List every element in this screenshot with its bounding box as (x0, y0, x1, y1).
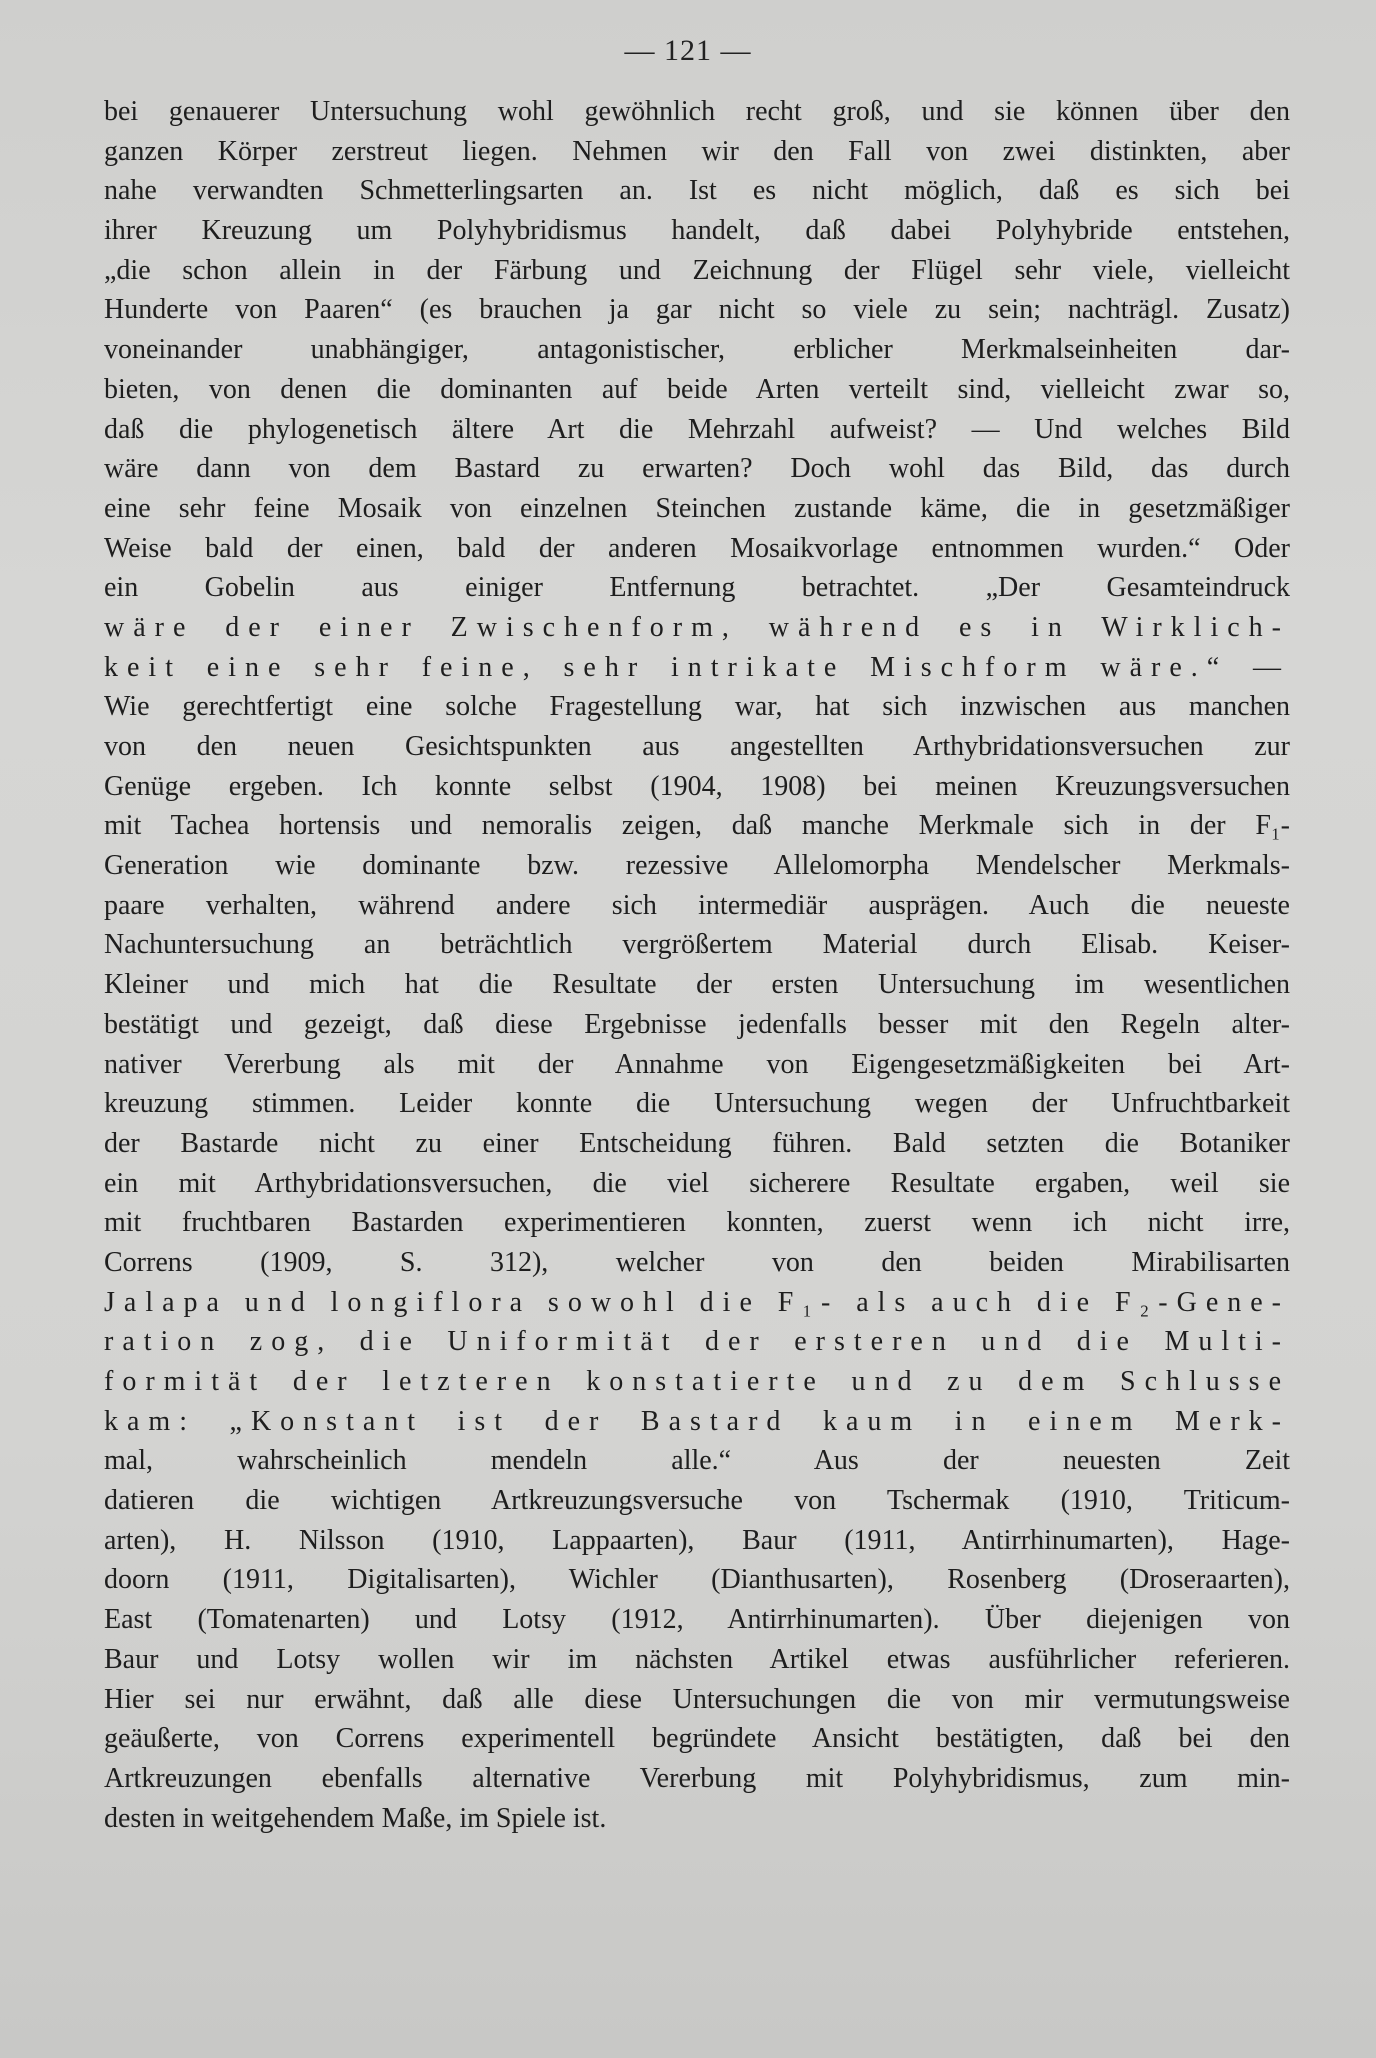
text-line-4: ihrer Kreuzung um Polyhybridismus handelt, daß dabei Polyhybride entstehen, (104, 215, 1290, 247)
text-line-21: paare verhalten, während andere sich intermediär ausprägen. Auch die neueste (104, 889, 1290, 921)
text-line-7: voneinander unabhängiger, antagonistischer, erblicher Merkmalseinheiten dar- (104, 334, 1290, 366)
text-line-3: nahe verwandten Schmetterlingsarten an. Ist es nicht möglich, daß es sich bei (104, 175, 1290, 207)
text-line-22: Nachuntersuchung an beträchtlich vergrößertem Material durch Elisab. Keiser- (104, 929, 1290, 961)
text-line-31: Jalapa und longiflora sowohl die F₁- als auch die F₂-Gene- (104, 1286, 1290, 1318)
text-line-6: Hunderte von Paaren“ (es brauchen ja gar nicht so viele zu sein; nachträgl. Zusatz) (104, 294, 1290, 326)
text-line-32: ration zog, die Uniformität der ersteren und die Multi- (104, 1326, 1290, 1358)
text-line-17: von den neuen Gesichtspunkten aus angestellten Arthybridationsversuchen zur (104, 731, 1290, 762)
text-line-19: mit Tachea hortensis und nemoralis zeigen, daß manche Merkmale sich in der F₁- (104, 810, 1290, 842)
text-line-10: wäre dann von dem Bastard zu erwarten? Doch wohl das Bild, das durch (104, 453, 1290, 485)
page-number: — 121 — (624, 34, 752, 67)
body-paragraph (104, 92, 1290, 1838)
text-line-27: der Bastarde nicht zu einer Entscheidung führen. Bald setzten die Botaniker (104, 1127, 1290, 1159)
text-line-24: bestätigt und gezeigt, daß diese Ergebnisse jedenfalls besser mit den Regeln alter- (104, 1008, 1290, 1040)
text-line-30: Correns (1909, S. 312), welcher von den beiden Mirabilisarten (104, 1246, 1290, 1278)
text-line-44: desten in weitgehendem Maße, im Spiele ist. (104, 1802, 607, 1834)
text-line-35: mal, wahrscheinlich mendeln alle.“ Aus der neuesten Zeit (104, 1445, 1290, 1477)
text-line-13: ein Gobelin aus einiger Entfernung betrachtet. „Der Gesamteindruck (104, 572, 1290, 604)
text-line-37: arten), H. Nilsson (1910, Lappaarten), Baur (1911, Antirrhinumarten), Hage- (104, 1524, 1290, 1556)
text-line-39: East (Tomatenarten) und Lotsy (1912, Antirrhinumarten). Über diejenigen von (104, 1604, 1290, 1636)
text-line-14: wäre der einer Zwischenform, während es in Wirklich- (104, 611, 1290, 643)
text-line-28: ein mit Arthybridationsversuchen, die viel sicherere Resultate ergaben, weil sie (104, 1167, 1290, 1199)
text-line-11: eine sehr feine Mosaik von einzelnen Steinchen zustande käme, die in gesetzmäßiger (104, 492, 1290, 524)
text-line-36: datieren die wichtigen Artkreuzungsversuche von Tschermak (1910, Triticum- (104, 1485, 1290, 1517)
text-line-23: Kleiner und mich hat die Resultate der ersten Untersuchung im wesentlichen (104, 969, 1290, 1001)
text-line-12: Weise bald der einen, bald der anderen Mosaikvorlage entnommen wurden.“ Oder (104, 532, 1290, 564)
text-line-26: kreuzung stimmen. Leider konnte die Untersuchung wegen der Unfruchtbarkeit (104, 1088, 1290, 1120)
text-line-38: doorn (1911, Digitalisarten), Wichler (Dianthusarten), Rosenberg (Droseraarten), (104, 1564, 1290, 1596)
text-line-1: bei genauerer Untersuchung wohl gewöhnlich recht groß, und sie können über den (104, 96, 1290, 127)
text-line-5: „die schon allein in der Färbung und Zeichnung der Flügel sehr viele, vielleicht (104, 254, 1290, 286)
text-line-25: nativer Vererbung als mit der Annahme von Eigengesetzmäßigkeiten bei Art- (104, 1048, 1290, 1080)
text-line-15: keit eine sehr feine, sehr intrikate Mischform wäre.“ — (104, 651, 1290, 683)
text-line-40: Baur und Lotsy wollen wir im nächsten Artikel etwas ausführlicher referieren. (104, 1643, 1290, 1675)
text-line-29: mit fruchtbaren Bastarden experimentieren konnten, zuerst wenn ich nicht irre, (104, 1207, 1290, 1239)
text-line-16: Wie gerechtfertigt eine solche Fragestellung war, hat sich inzwischen aus manchen (104, 691, 1290, 723)
text-line-42: geäußerte, von Correns experimentell begründete Ansicht bestätigten, daß bei den (104, 1723, 1290, 1755)
text-line-2: ganzen Körper zerstreut liegen. Nehmen wir den Fall von zwei distinkten, aber (104, 135, 1290, 167)
text-line-34: kam: „Konstant ist der Bastard kaum in einem Merk- (104, 1405, 1290, 1437)
text-line-41: Hier sei nur erwähnt, daß alle diese Untersuchungen die von mir vermutungsweise (104, 1683, 1290, 1715)
text-line-43: Artkreuzungen ebenfalls alternative Vererbung mit Polyhybridismus, zum min- (104, 1762, 1290, 1794)
text-line-8: bieten, von denen die dominanten auf beide Arten verteilt sind, vielleicht zwar so, (104, 373, 1290, 405)
text-line-18: Genüge ergeben. Ich konnte selbst (1904, 1908) bei meinen Kreuzungsversuchen (104, 770, 1290, 802)
text-line-9: daß die phylogenetisch ältere Art die Mehrzahl aufweist? — Und welches Bild (104, 413, 1290, 445)
text-line-33: formität der letzteren konstatierte und zu dem Schlusse (104, 1366, 1290, 1397)
text-line-20: Generation wie dominante bzw. rezessive Allelomorpha Mendelscher Merkmals- (104, 850, 1290, 882)
